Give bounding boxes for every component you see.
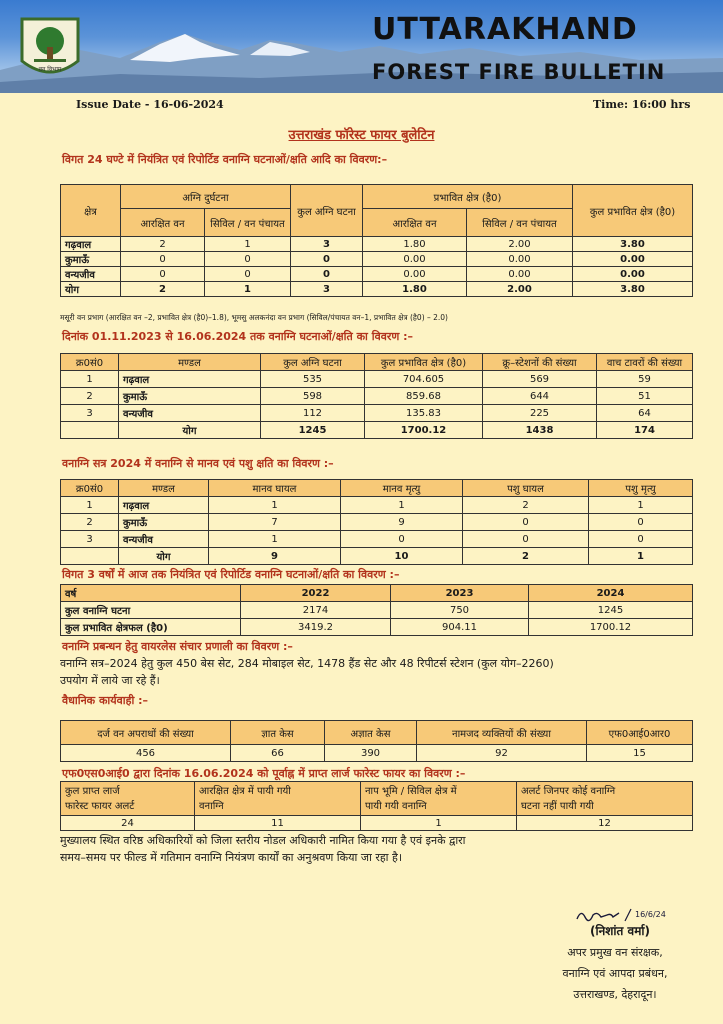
header-banner [0, 0, 723, 93]
table-row [61, 388, 693, 405]
table-cell: 3.80 [573, 237, 693, 252]
table-row [61, 514, 693, 531]
signatory-name: (निशांत वर्मा) [590, 924, 650, 938]
header-line: आरक्षित क्षेत्र में पायी गयी [199, 785, 291, 797]
table-cell: 11 [195, 816, 361, 831]
wireless-line: वनाग्नि सत्र–2024 हेतु कुल 450 बेस सेट, 284 मोबाइल सेट, 1478 हैंड सेट और 48 रिपीटर्स स्टेशन (कुल योग–2260) [60, 657, 554, 670]
svg-text:16/6/24: 16/6/24 [635, 910, 666, 919]
table-cell: 2174 [241, 602, 391, 619]
table-header: ज्ञात केस [231, 721, 325, 745]
section7-heading: एफ0एस0आई0 द्वारा दिनांक 16.06.2024 को पूर्वाह्न में प्राप्त लार्ज फारेस्ट फायर का विवरण :– [62, 767, 466, 780]
table-header: वर्ष [61, 585, 241, 602]
table-cell: 1 [589, 497, 693, 514]
table-header: 2024 [529, 585, 693, 602]
table-header [195, 782, 361, 816]
table-header: दर्ज वन अपराधों की संख्या [61, 721, 231, 745]
table-cell: 1245 [261, 422, 365, 439]
table-cell: 59 [597, 371, 693, 388]
table-cell: गढ़वाल [119, 497, 209, 514]
three-year-table [60, 584, 693, 636]
table-cell: कुल वनाग्नि घटना [61, 602, 241, 619]
table-cell: 0 [205, 267, 291, 282]
table-cell: 0 [291, 252, 363, 267]
table-cell: योग [119, 422, 261, 439]
wireless-line: उपयोग में लाये जा रहे हैं। [60, 674, 160, 687]
table-cell: 1438 [483, 422, 597, 439]
table-cell: 644 [483, 388, 597, 405]
table-cell: 2 [121, 282, 205, 297]
table-cell: 1700.12 [365, 422, 483, 439]
table-cell: 535 [261, 371, 365, 388]
table-cell: 1.80 [363, 282, 467, 297]
season-summary-table [60, 353, 693, 439]
table-cell: 0 [589, 531, 693, 548]
signatory-designation [540, 942, 690, 1005]
closing-line: समय–समय पर फील्ड में गतिमान वनाग्नि नियंत्रण कार्यों का अनुश्रवण किया जा रहा है। [60, 851, 403, 864]
table-cell: 456 [61, 745, 231, 762]
table-cell: 1.80 [363, 237, 467, 252]
table-row [61, 237, 693, 252]
header-civil: सिविल / वन पंचायत [205, 209, 291, 237]
table-header: मण्डल [119, 480, 209, 497]
table-cell: 3419.2 [241, 619, 391, 636]
table-cell: 1700.12 [529, 619, 693, 636]
header-total-incidents: कुल अग्नि घटना [291, 185, 363, 237]
section1-note: मसूरी वन प्रभाग (आरक्षित वन –2, प्रभावित क्षेत्र (है0)–1.8), भूमसु अलकनंदा वन प्रभाग (सिविल/पंचायत वन–1, प्रभावित क्षेत्र (है0) – 2.0) [60, 313, 448, 322]
table-row [61, 267, 693, 282]
table-cell: 3 [291, 237, 363, 252]
region-cell: वन्यजीव [61, 267, 121, 282]
table-cell: 0 [463, 531, 589, 548]
table-cell: 750 [391, 602, 529, 619]
header-line: नाप भूमि / सिविल क्षेत्र में [365, 785, 457, 797]
table-cell: 704.605 [365, 371, 483, 388]
table-total-row [61, 548, 693, 565]
table-cell: 1 [61, 371, 119, 388]
table-cell: 0 [463, 514, 589, 531]
header-line: घटना नहीं पायी गयी [521, 800, 594, 812]
table-header: मण्डल [119, 354, 261, 371]
header-line: अलर्ट जिनपर कोई वनाग्नि [521, 785, 616, 797]
table-cell: 51 [597, 388, 693, 405]
table-header: पशु घायल [463, 480, 589, 497]
table-cell: योग [119, 548, 209, 565]
section6-heading: वैधानिक कार्यवाही :– [62, 694, 149, 707]
table-header [361, 782, 517, 816]
table-cell: 1 [589, 548, 693, 565]
region-cell: योग [61, 282, 121, 297]
table-cell: 135.83 [365, 405, 483, 422]
table-cell: 0.00 [467, 252, 573, 267]
table-cell: कुमाऊँ [119, 514, 209, 531]
table-cell: 2 [463, 497, 589, 514]
table-row [61, 531, 693, 548]
table-row [61, 816, 693, 831]
table-cell: 569 [483, 371, 597, 388]
table-cell: 2.00 [467, 237, 573, 252]
table-row [61, 497, 693, 514]
closing-paragraph [60, 832, 700, 866]
table-cell: 1 [205, 282, 291, 297]
table-cell: 390 [325, 745, 417, 762]
table-row [61, 405, 693, 422]
table-cell: 9 [209, 548, 341, 565]
designation-line: वनाग्नि एवं आपदा प्रबंधन, [562, 967, 668, 980]
table-cell: 112 [261, 405, 365, 422]
header-line: कुल प्राप्त लार्ज [65, 785, 120, 797]
table-cell: 0.00 [363, 252, 467, 267]
table-header: 2022 [241, 585, 391, 602]
table-cell: 0 [341, 531, 463, 548]
table-header: कुल अग्नि घटना [261, 354, 365, 371]
forest-department-logo [14, 13, 86, 85]
header-reserved: आरक्षित वन [121, 209, 205, 237]
header-fire-incident: अग्नि दुर्घटना [121, 185, 291, 209]
table-cell: 1 [205, 237, 291, 252]
banner-title: UTTARAKHAND [372, 12, 638, 47]
table-cell: 2 [121, 237, 205, 252]
table-cell [61, 548, 119, 565]
legal-action-table [60, 720, 693, 762]
designation-line: अपर प्रमुख वन संरक्षक, [567, 946, 663, 959]
table-header: अज्ञात केस [325, 721, 417, 745]
table-cell: 0 [291, 267, 363, 282]
table-cell: 1245 [529, 602, 693, 619]
table-cell: कुमाऊँ [119, 388, 261, 405]
table-header: क्र0सं0 [61, 354, 119, 371]
table-header [517, 782, 693, 816]
table-cell: 10 [341, 548, 463, 565]
header-line: वनाग्नि [199, 800, 224, 812]
table-cell: वन्यजीव [119, 405, 261, 422]
table-cell: 0.00 [467, 267, 573, 282]
table-cell [61, 422, 119, 439]
table-total-row [61, 282, 693, 297]
table-cell: 2 [463, 548, 589, 565]
table-cell: गढ़वाल [119, 371, 261, 388]
logo-caption: वन विभाग [38, 66, 62, 73]
section2-heading: दिनांक 01.11.2023 से 16.06.2024 तक वनाग्नि घटनाओं/क्षति का विवरण :– [62, 330, 413, 343]
table-header: नामजद व्यक्तियों की संख्या [417, 721, 587, 745]
table-cell: 1 [61, 497, 119, 514]
fsi-alert-table [60, 781, 693, 831]
table-row [61, 371, 693, 388]
table-header: पशु मृत्यु [589, 480, 693, 497]
table-header: क्र0सं0 [61, 480, 119, 497]
table-cell: 1 [341, 497, 463, 514]
table-header: मानव घायल [209, 480, 341, 497]
table-cell: 2 [61, 514, 119, 531]
section5-heading: वनाग्नि प्रबन्धन हेतु वायरलेस संचार प्रणाली का विवरण :– [62, 640, 293, 653]
table-cell: 12 [517, 816, 693, 831]
document-heading: उत्तराखंड फॉरेस्ट फायर बुलेटिन [288, 128, 435, 143]
table-header: 2023 [391, 585, 529, 602]
table-header: कुल प्रभावित क्षेत्र (है0) [365, 354, 483, 371]
table-header: क्रू–स्टेशनों की संख्या [483, 354, 597, 371]
table-cell: 1 [209, 497, 341, 514]
table-row [61, 619, 693, 636]
issue-date: Issue Date - 16-06-2024 [76, 98, 224, 111]
last24h-table [60, 184, 693, 297]
table-cell: 2 [61, 388, 119, 405]
region-cell: गढ़वाल [61, 237, 121, 252]
table-cell: 64 [597, 405, 693, 422]
closing-line: मुख्यालय स्थित वरिष्ठ अधिकारियों को जिला स्तरीय नोडल अधिकारी नामित किया गया है एवं इनके द्वारा [60, 834, 466, 847]
designation-line: उत्तराखण्ड, देहरादून। [573, 988, 657, 1001]
table-row [61, 602, 693, 619]
table-cell: वन्यजीव [119, 531, 209, 548]
table-cell: 66 [231, 745, 325, 762]
table-cell: 92 [417, 745, 587, 762]
table-cell: 0.00 [573, 267, 693, 282]
wireless-description [60, 655, 700, 689]
region-cell: कुमाऊँ [61, 252, 121, 267]
table-cell: 24 [61, 816, 195, 831]
table-cell: 3 [61, 405, 119, 422]
table-cell: 15 [587, 745, 693, 762]
table-header: मानव मृत्यु [341, 480, 463, 497]
table-header [61, 782, 195, 816]
section1-heading: विगत 24 घण्टे में नियंत्रित एवं रिपोर्टिड वनाग्नि घटनाओं/क्षति आदि का विवरण:– [62, 153, 388, 166]
table-cell: 0 [589, 514, 693, 531]
table-cell: 3 [291, 282, 363, 297]
header-line: फारेस्ट फायर अलर्ट [65, 800, 135, 812]
table-cell: 0 [205, 252, 291, 267]
table-cell: 0 [121, 267, 205, 282]
table-cell: 2.00 [467, 282, 573, 297]
table-row [61, 252, 693, 267]
table-cell: 174 [597, 422, 693, 439]
header-total-area: कुल प्रभावित क्षेत्र (है0) [573, 185, 693, 237]
table-total-row [61, 422, 693, 439]
table-cell: 859.68 [365, 388, 483, 405]
header-affected-area: प्रभावित क्षेत्र (है0) [363, 185, 573, 209]
table-cell: 1 [361, 816, 517, 831]
table-cell: 1 [209, 531, 341, 548]
table-cell: कुल प्रभावित क्षेत्रफल (है0) [61, 619, 241, 636]
banner-subtitle: FOREST FIRE BULLETIN [372, 60, 666, 84]
section3-heading: वनाग्नि सत्र 2024 में वनाग्नि से मानव एवं पशु क्षति का विवरण :– [62, 457, 334, 470]
table-row [61, 745, 693, 762]
header-region: क्षेत्र [61, 185, 121, 237]
header-line: पायी गयी वनाग्नि [365, 800, 427, 812]
casualty-table [60, 479, 693, 565]
table-cell: 904.11 [391, 619, 529, 636]
table-header: वाच टावरों की संख्या [597, 354, 693, 371]
issue-time: Time: 16:00 hrs [593, 98, 691, 111]
table-cell: 9 [341, 514, 463, 531]
header-area-reserved: आरक्षित वन [363, 209, 467, 237]
table-cell: 225 [483, 405, 597, 422]
table-cell: 0.00 [363, 267, 467, 282]
table-cell: 7 [209, 514, 341, 531]
header-area-civil: सिविल / वन पंचायत [467, 209, 573, 237]
table-cell: 0.00 [573, 252, 693, 267]
table-cell: 3.80 [573, 282, 693, 297]
table-header: एफ0आई0आर0 [587, 721, 693, 745]
table-cell: 3 [61, 531, 119, 548]
table-cell: 598 [261, 388, 365, 405]
section4-heading: विगत 3 वर्षों में आज तक नियंत्रित एवं रिपोर्टिड वनाग्नि घटनाओं/क्षति का विवरण :– [62, 568, 400, 581]
table-cell: 0 [121, 252, 205, 267]
